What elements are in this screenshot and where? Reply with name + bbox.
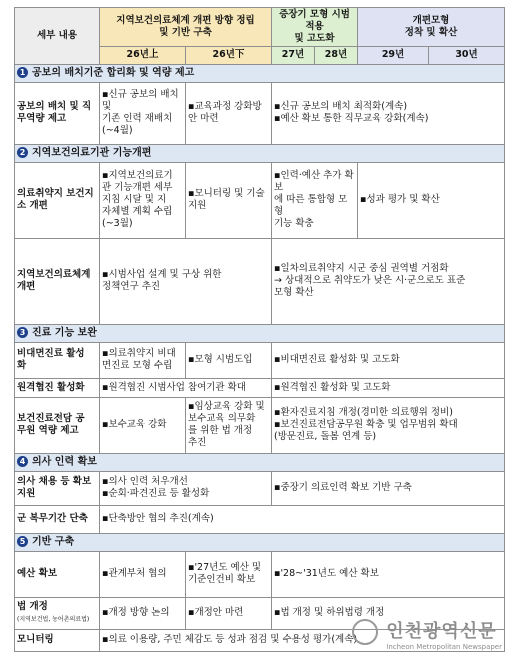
header-detail-label: 세부 내용 xyxy=(15,8,100,65)
section-heading xyxy=(15,144,505,162)
section-heading xyxy=(15,453,505,471)
row-label: 원격협진 활성화 xyxy=(15,378,100,397)
section-heading xyxy=(15,533,505,551)
task-cell: ▪관계부처 협의 xyxy=(100,551,186,597)
year-header: 26년上 xyxy=(100,46,186,64)
task-cell: ▪임상교육 강화 및 보수교육 의무화 를 위한 법 개정 추진 xyxy=(186,397,272,453)
phase-2-header: 증장기 모형 시범 적용 및 고도화 xyxy=(272,8,358,47)
row-label: 의료취약지 보건지 소 개편 xyxy=(15,162,100,238)
task-cell: ▪중장기 의료인력 확보 기반 구축 xyxy=(272,471,505,505)
task-cell: ▪모니터링 및 기술 지원 xyxy=(186,162,272,238)
row-label: 보건진료전담 공 무원 역량 제고 xyxy=(15,397,100,453)
task-cell: ▪환자진료지침 개정(경미한 의료행위 정비) ▪보건진료전담공무원 확충 및 업무범위 확대 (방문진료, 돌봄 연계 등) xyxy=(272,397,505,453)
year-header: 28년 xyxy=(315,46,358,64)
section-title: 공보의 배치기준 합리화 및 역량 제고 xyxy=(32,67,195,79)
task-cell: ▪'27년도 예산 및 기준인건비 확보 xyxy=(186,551,272,597)
row-label: 공보의 배치 및 직 무역량 제고 xyxy=(15,82,100,144)
task-cell: ▪일차의료취약지 시군 중심 권역별 거점화 → 상대적으로 취약도가 낮은 시·군으로도 표준 모형 확산 xyxy=(272,238,505,324)
task-cell: ▪보수교육 강화 xyxy=(100,397,186,453)
task-cell: ▪성과 평가 및 확산 xyxy=(358,162,505,238)
section-title: 진료 기능 보완 xyxy=(32,327,97,339)
task-cell: ▪비대면진료 활성화 및 고도화 xyxy=(272,342,505,378)
task-cell: ▪모형 시범도입 xyxy=(186,342,272,378)
phase-3-header: 개편모형 정착 및 확산 xyxy=(358,8,505,47)
task-cell: ▪의료 이용량, 주민 체감도 등 성과 점검 및 수용성 평가(계속) xyxy=(100,629,505,651)
section-number-badge: 5 xyxy=(17,536,28,547)
section-title: 기반 구축 xyxy=(32,536,75,548)
section-title: 지역보건의료기관 기능개편 xyxy=(32,147,152,159)
watermark-name: 인천광역신문 xyxy=(386,621,497,642)
newspaper-watermark xyxy=(386,617,502,651)
row-label: 지역보건의료체계 개편 xyxy=(15,238,100,324)
task-cell: ▪인력·예산 추가 확보 에 따른 통합형 모형 기능 확충 xyxy=(272,162,358,238)
task-cell: ▪개정안 마련 xyxy=(186,597,272,629)
section-heading xyxy=(15,324,505,342)
row-label-sub: (지역보건법, 농어촌의료법) xyxy=(17,616,90,624)
row-label: 모니터링 xyxy=(15,629,100,651)
task-cell: ▪개정 방향 논의 xyxy=(100,597,186,629)
row-label: 예산 확보 xyxy=(15,551,100,597)
row-label: 의사 채용 등 확보 지원 xyxy=(15,471,100,505)
section-number-badge: 3 xyxy=(17,327,28,338)
year-header: 30년 xyxy=(429,46,505,64)
task-cell: ▪지역보건의료기 관 기능개편 세부 지침 시달 및 지 자체별 계획 수립 (~3월) xyxy=(100,162,186,238)
section-heading xyxy=(15,64,505,82)
section-number-badge: 2 xyxy=(17,147,28,158)
task-cell: ▪의료취약지 비대 면진료 모형 수립 xyxy=(100,342,186,378)
section-number-badge: 4 xyxy=(17,456,28,467)
task-cell: ▪교육과정 강화방 안 마련 xyxy=(186,82,272,144)
year-header: 26년下 xyxy=(186,46,272,64)
task-cell: ▪'28~'31년도 예산 확보 xyxy=(272,551,505,597)
task-cell: ▪원격협진 시범사업 참여기관 확대 xyxy=(100,378,272,397)
task-cell: ▪시범사업 설계 및 구상 위한 정책연구 추진 xyxy=(100,238,272,324)
task-cell: ▪의사 인력 처우개선 ▪순회·파견진료 등 활성화 xyxy=(100,471,272,505)
task-cell: ▪단축방안 협의 추진(계속) xyxy=(100,505,505,533)
year-header: 29년 xyxy=(358,46,429,64)
task-cell: ▪원격협진 활성화 및 고도화 xyxy=(272,378,505,397)
row-label: 군 복무기간 단축 xyxy=(15,505,100,533)
roadmap-table xyxy=(14,7,505,652)
row-label xyxy=(15,597,100,629)
section-title: 의사 인력 확보 xyxy=(32,456,97,468)
phase-1-header: 지역보건의료체계 개편 방향 정립 및 기반 구축 xyxy=(100,8,272,47)
task-cell: ▪법 개정 및 하위법령 개정 xyxy=(272,597,505,629)
task-cell: ▪신규 공보의 배치 최적화(계속) ▪예산 확보 통한 직무교육 강화(계속) xyxy=(272,82,505,144)
task-cell: ▪신규 공보의 배치 및 기존 인력 재배치 (~4월) xyxy=(100,82,186,144)
row-label-text: 법 개정 xyxy=(17,601,48,613)
row-label: 비대면진료 활성 화 xyxy=(15,342,100,378)
year-header: 27년 xyxy=(272,46,315,64)
section-number-badge: 1 xyxy=(17,67,28,78)
watermark-english-name: Incheon Metropolitan Newspaper xyxy=(386,643,502,651)
